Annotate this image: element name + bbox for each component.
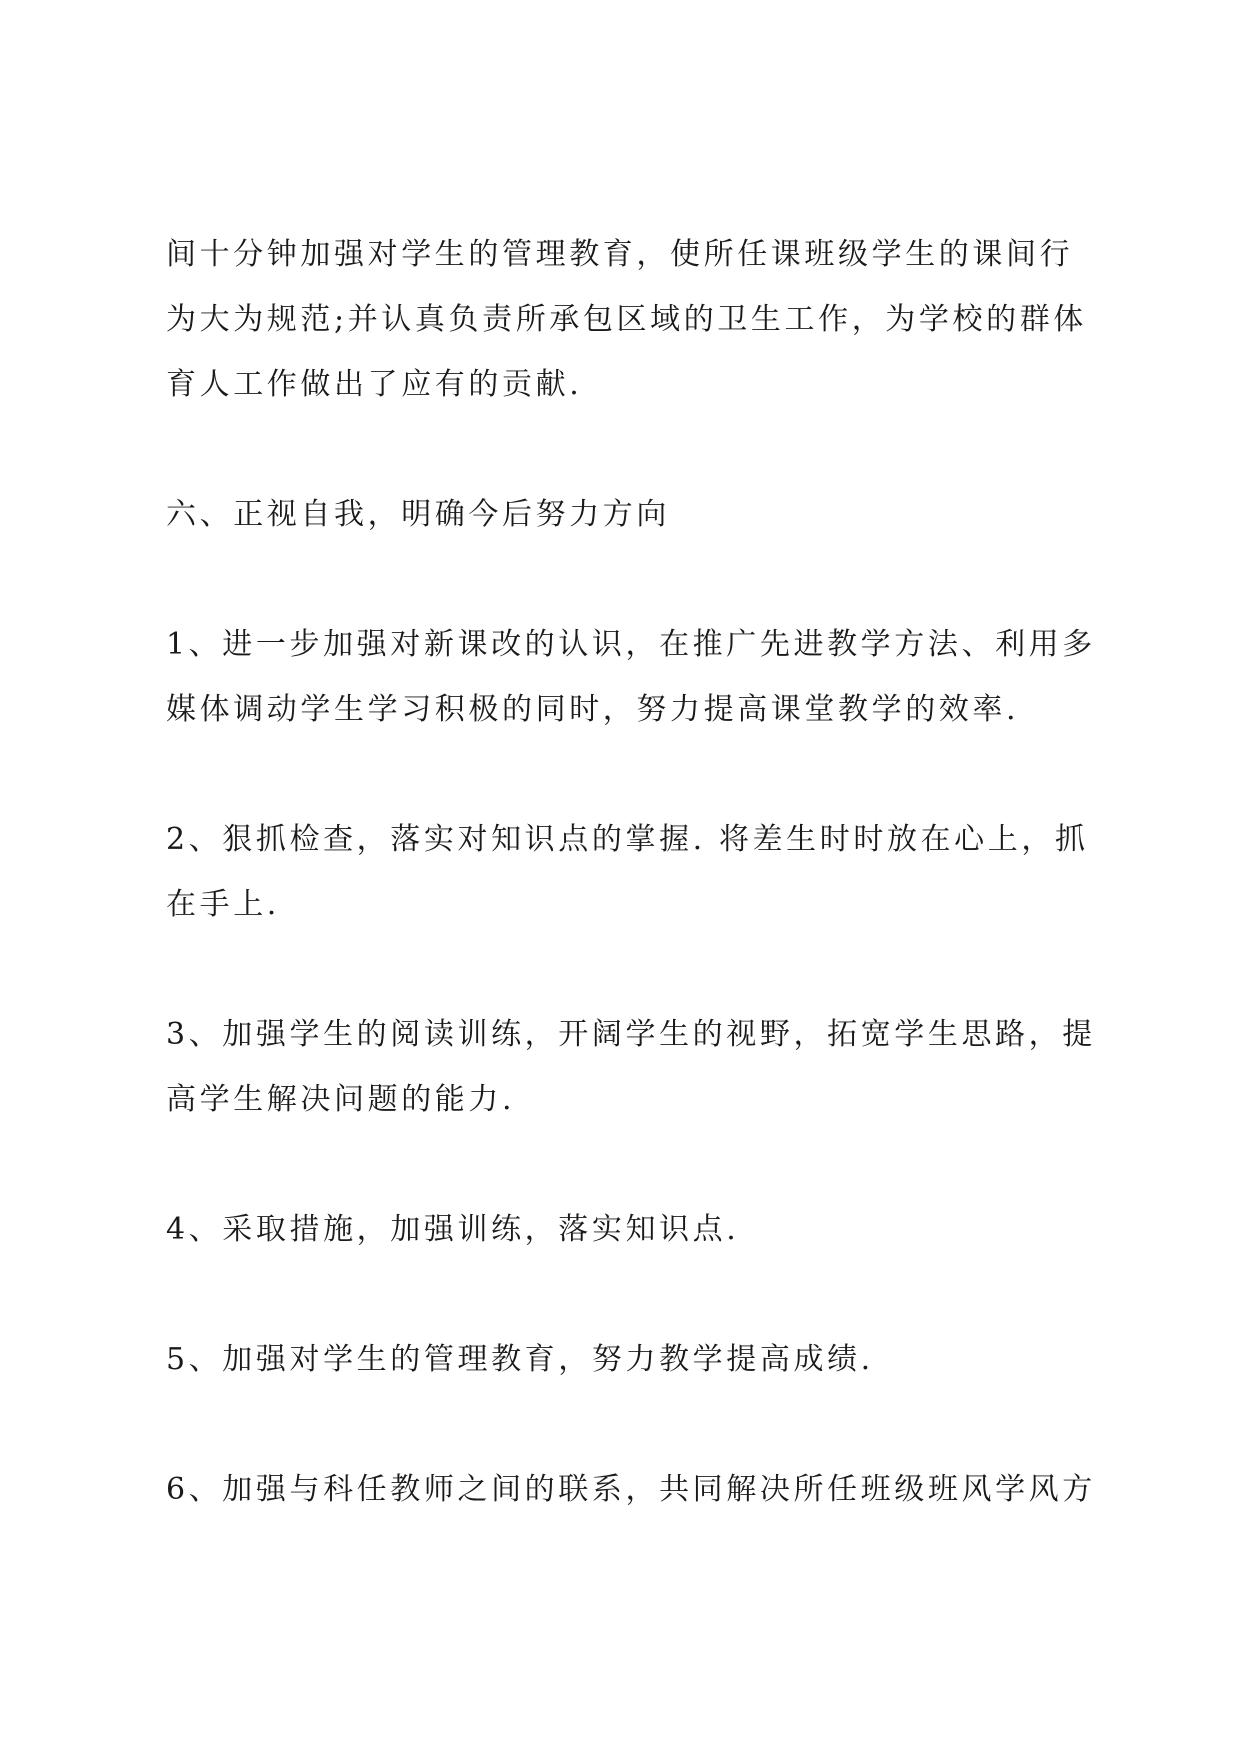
list-item-4: 4、采取措施，加强训练，落实知识点. xyxy=(166,1212,740,1247)
list-item-5: 5、加强对学生的管理教育，努力教学提高成绩. xyxy=(166,1342,874,1377)
document-body xyxy=(166,222,1096,1522)
paragraph-spacer xyxy=(166,1262,1096,1327)
paragraph-spacer xyxy=(166,547,1096,612)
paragraph-spacer xyxy=(166,742,1096,807)
list-item-1: 1、进一步加强对新课改的认识，在推广先进教学方法、利用多媒体调动学生学习积极的同时，努力提高课堂教学的效率. xyxy=(166,627,1096,727)
paragraph-spacer xyxy=(166,1392,1096,1457)
paragraph-spacer xyxy=(166,417,1096,482)
section-heading-six: 六、正视自我，明确今后努力方向 xyxy=(166,497,670,532)
paragraph-continuation: 间十分钟加强对学生的管理教育，使所任课班级学生的课间行为大为规范;并认真负责所承包区域的卫生工作，为学校的群体育人工作做出了应有的贡献. xyxy=(166,237,1087,402)
paragraph-spacer xyxy=(166,1132,1096,1197)
list-item-6: 6、加强与科任教师之间的联系，共同解决所任班级班风学风方 xyxy=(166,1472,1096,1507)
list-item-3: 3、加强学生的阅读训练，开阔学生的视野，拓宽学生思路，提高学生解决问题的能力. xyxy=(166,1017,1096,1117)
list-item-2: 2、狠抓检查，落实对知识点的掌握. 将差生时时放在心上，抓在手上. xyxy=(166,822,1089,922)
paragraph-spacer xyxy=(166,937,1096,1002)
